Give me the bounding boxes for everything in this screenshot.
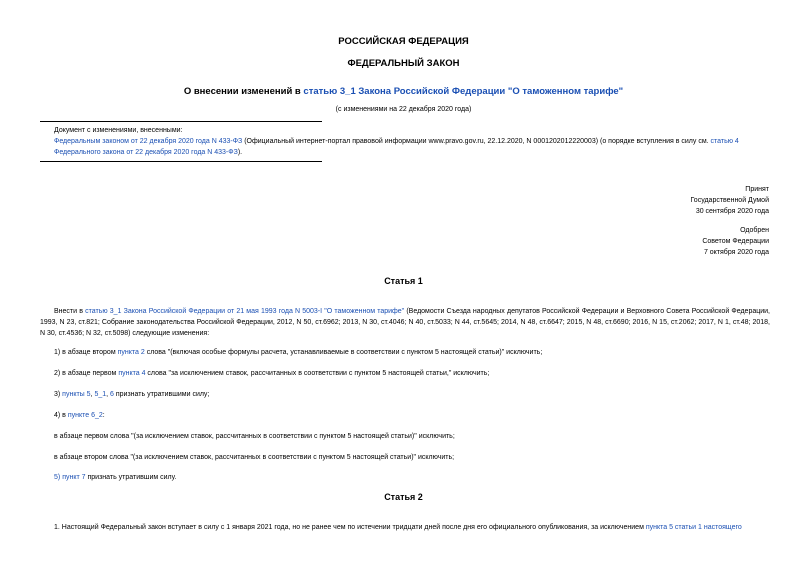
changes-text	[40, 136, 780, 158]
accepted-line-3: 30 сентября 2020 года	[695, 208, 769, 215]
intro-text: (Ведомости Съезда народных депутатов Российской Федерации и Верховного Совета Российской Федерации, 1993, N 23, ст.821; Собрание законодательства Российской Федерации, 2012, N 50, ст.6962; 2013, N 30, ст.4046; N 40, ст.5033; N 44, ст.5645; 2014, N 48, ст.6647; 2015, N 48, ст.6690; 2016, N 15, ст.2062; 2017, N 1, ст.48; 2018, N 30, ст.4536; N 32, ст.5098) следующие изменения:	[40, 308, 770, 337]
item-1-prefix: 1) в абзаце втором	[54, 349, 118, 356]
country-heading: РОССИЙСКАЯ ФЕДЕРАЦИЯ	[338, 36, 469, 47]
changes-block	[40, 125, 780, 158]
item-3-link-a[interactable]: пункты 5	[62, 391, 91, 398]
article-2-heading: Статья 2	[384, 492, 423, 502]
approved-block	[569, 225, 769, 258]
bottom-divider	[40, 161, 322, 162]
approved-line-1: Одобрен	[740, 227, 769, 234]
accepted-block	[569, 184, 769, 217]
article-1-item-4a: в абзаце первом слова "(за исключением ставок, рассчитанных в соответствии с пунктом 5 настоящей статьи)" исключить;	[54, 433, 455, 440]
accepted-line-2: Государственной Думой	[690, 197, 769, 204]
item-2-text: слова "за исключением ставок, рассчитанных в соответствии с пунктом 5 настоящей статьи," исключить;	[145, 370, 490, 377]
law-5003-link[interactable]: статью 3_1 Закона Российской Федерации от 21 мая 1993 года N 5003-I "О таможенном тарифе"	[85, 308, 405, 315]
item-1-link[interactable]: пункта 2	[117, 349, 145, 356]
item-3-link-b[interactable]: 5_1	[94, 391, 107, 398]
article-1-item-2	[54, 368, 770, 379]
item-3-sep-1: ,	[90, 391, 95, 398]
article-1-item-1	[54, 347, 770, 358]
article-2-text: 1. Настоящий Федеральный закон вступает в силу с 1 января 2021 года, но не ранее чем по истечении тридцати дней после дня его официального опубликования, за исключением	[54, 524, 646, 531]
item-3-link-c[interactable]: 6	[110, 391, 114, 398]
article-1-item-4b: в абзаце втором слова "(за исключением ставок, рассчитанных в соответствии с пунктом 5 настоящей статьи)" исключить;	[54, 454, 455, 461]
accepted-line-1: Принят	[745, 186, 769, 193]
document-title	[0, 86, 807, 97]
item-5-link[interactable]: пункт 7	[62, 474, 86, 481]
item-2-link[interactable]: пункта 4	[118, 370, 146, 377]
title-article-link[interactable]: статью 3_1 Закона Российской Федерации "О таможенном тарифе"	[303, 86, 624, 97]
item-2-prefix: 2) в абзаце первом	[54, 370, 119, 377]
article-1-item-5	[54, 472, 770, 483]
item-4-prefix: 4) в	[54, 412, 68, 419]
item-4-link[interactable]: пункте 6_2	[67, 412, 103, 419]
article-1-intro	[40, 306, 770, 339]
approved-line-3: 7 октября 2020 года	[703, 249, 769, 256]
effective-article-link[interactable]: статью 4 Федерального закона от 22 декабря 2020 года N 433-ФЗ	[54, 138, 739, 156]
changes-close-text: ).	[237, 149, 243, 156]
item-1-text: слова "(включая особые формулы расчета, устанавливаемые в соответствии с пунктом 5 настоящей статьи)" исключить;	[144, 349, 543, 356]
article-2-para-1	[54, 522, 770, 533]
article-2-link[interactable]: пункта 5 статьи 1 настоящего	[645, 524, 742, 531]
law-type-heading: ФЕДЕРАЛЬНЫЙ ЗАКОН	[347, 58, 460, 69]
item-5-number-link[interactable]: 5)	[54, 474, 61, 481]
article-1-item-3	[54, 389, 770, 400]
edition-note: (с изменениями на 22 декабря 2020 года)	[335, 106, 472, 113]
item-3-sep-2: ,	[106, 391, 111, 398]
article-1-item-4	[54, 410, 770, 421]
amending-law-link[interactable]: Федеральным законом от 22 декабря 2020 года N 433-ФЗ	[54, 138, 243, 145]
changes-source-text: (Официальный интернет-портал правовой информации www.pravo.gov.ru, 22.12.2020, N 0001202012220003) (о порядке вступления в силу см.	[242, 138, 711, 145]
top-divider	[40, 121, 322, 122]
title-prefix: О внесении изменений в	[183, 86, 304, 97]
article-1-heading: Статья 1	[384, 276, 423, 286]
item-3-text: признать утратившими силу;	[113, 391, 210, 398]
intro-prefix: Внести в	[54, 308, 86, 315]
item-3-prefix: 3)	[54, 391, 63, 398]
item-4-text: :	[102, 412, 105, 419]
approved-line-2: Советом Федерации	[702, 238, 769, 245]
item-5-text: признать утратившим силу.	[85, 474, 177, 481]
changes-heading: Документ с изменениями, внесенными:	[54, 127, 183, 134]
